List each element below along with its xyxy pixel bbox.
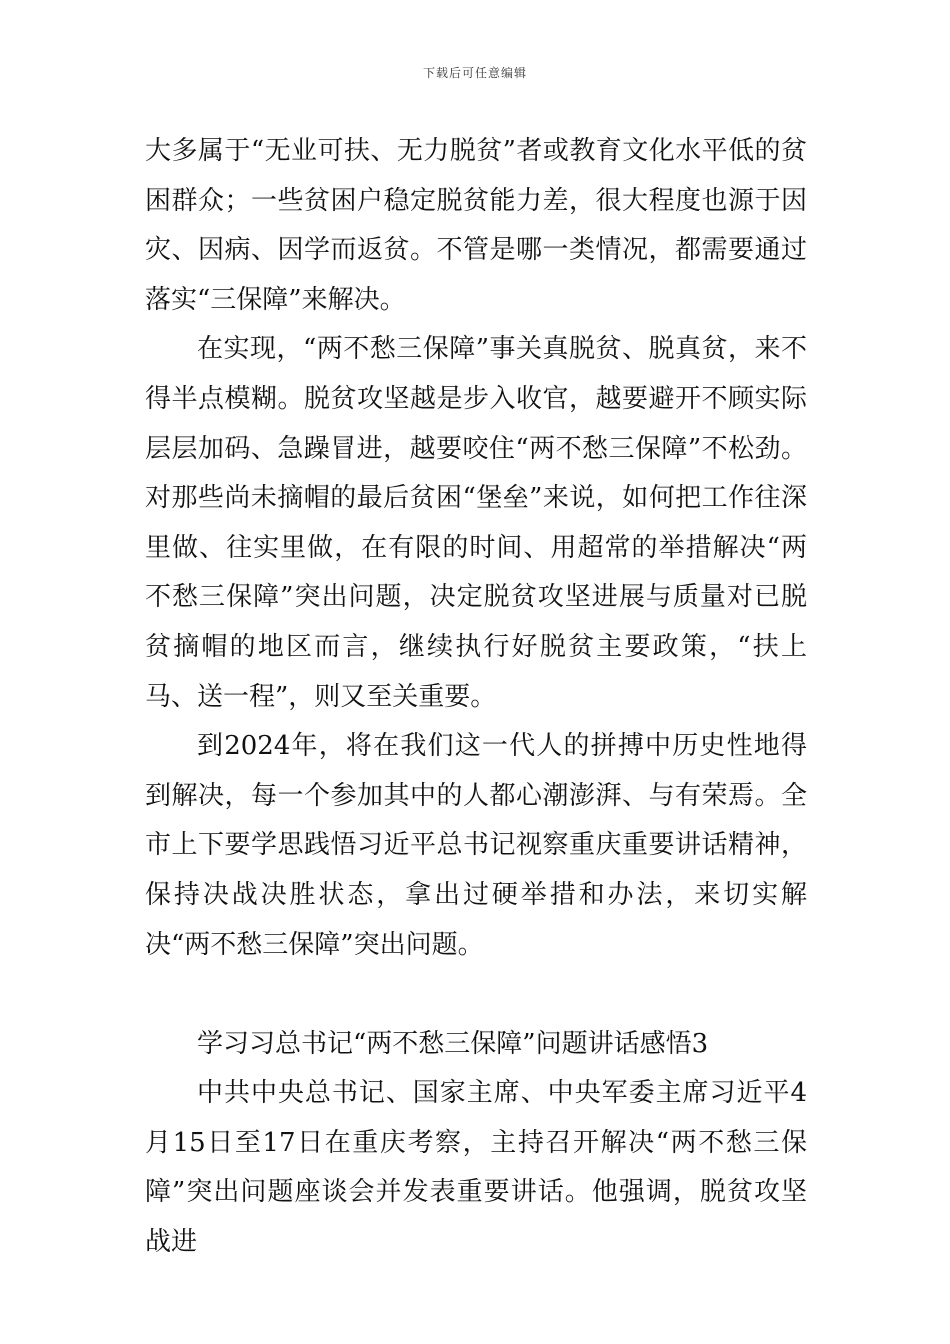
blank-line xyxy=(145,970,807,1020)
document-body xyxy=(145,127,807,1268)
page-header-note: 下载后可任意编辑 xyxy=(422,66,527,80)
section-paragraph: 中共中央总书记、国家主席、中央军委主席习近平4月15日至17日在重庆考察，主持召开解决“两不愁三保障”突出问题座谈会并发表重要讲话。他强调，脱贫攻坚战进 xyxy=(145,1078,807,1258)
paragraph-two-no-worries: 在实现，“两不愁三保障”事关真脱贫、脱真贫，来不得半点模糊。脱贫攻坚越是步入收官，越要避开不顾实际层层加码、急躁冒进，越要咬住“两不愁三保障”不松劲。对那些尚未摘帽的最后贫困“堡垒”来说，如何把工作往深里做、往实里做，在有限的时间、用超常的举措解决“两不愁三保障”突出问题，决定脱贫攻坚进展与质量对已脱贫摘帽的地区而言，继续执行好脱贫主要政策，“扶上马、送一程”，则又至关重要。 xyxy=(145,334,807,712)
paragraph-2024: 到2024年，将在我们这一代人的拼搏中历史性地得到解决，每一个参加其中的人都心潮澎湃、与有荣焉。全市上下要学思践悟习近平总书记视察重庆重要讲话精神，保持决战决胜状态，拿出过硬举措和办法，来切实解决“两不愁三保障”突出问题。 xyxy=(145,731,807,960)
paragraph-continued: 大多属于“无业可扶、无力脱贫”者或教育文化水平低的贫困群众；一些贫困户稳定脱贫能力差，很大程度也源于因灾、因病、因学而返贫。不管是哪一类情况，都需要通过落实“三保障”来解决。 xyxy=(145,136,807,315)
section-heading: 学习习总书记“两不愁三保障”问题讲话感悟3 xyxy=(197,1028,709,1059)
